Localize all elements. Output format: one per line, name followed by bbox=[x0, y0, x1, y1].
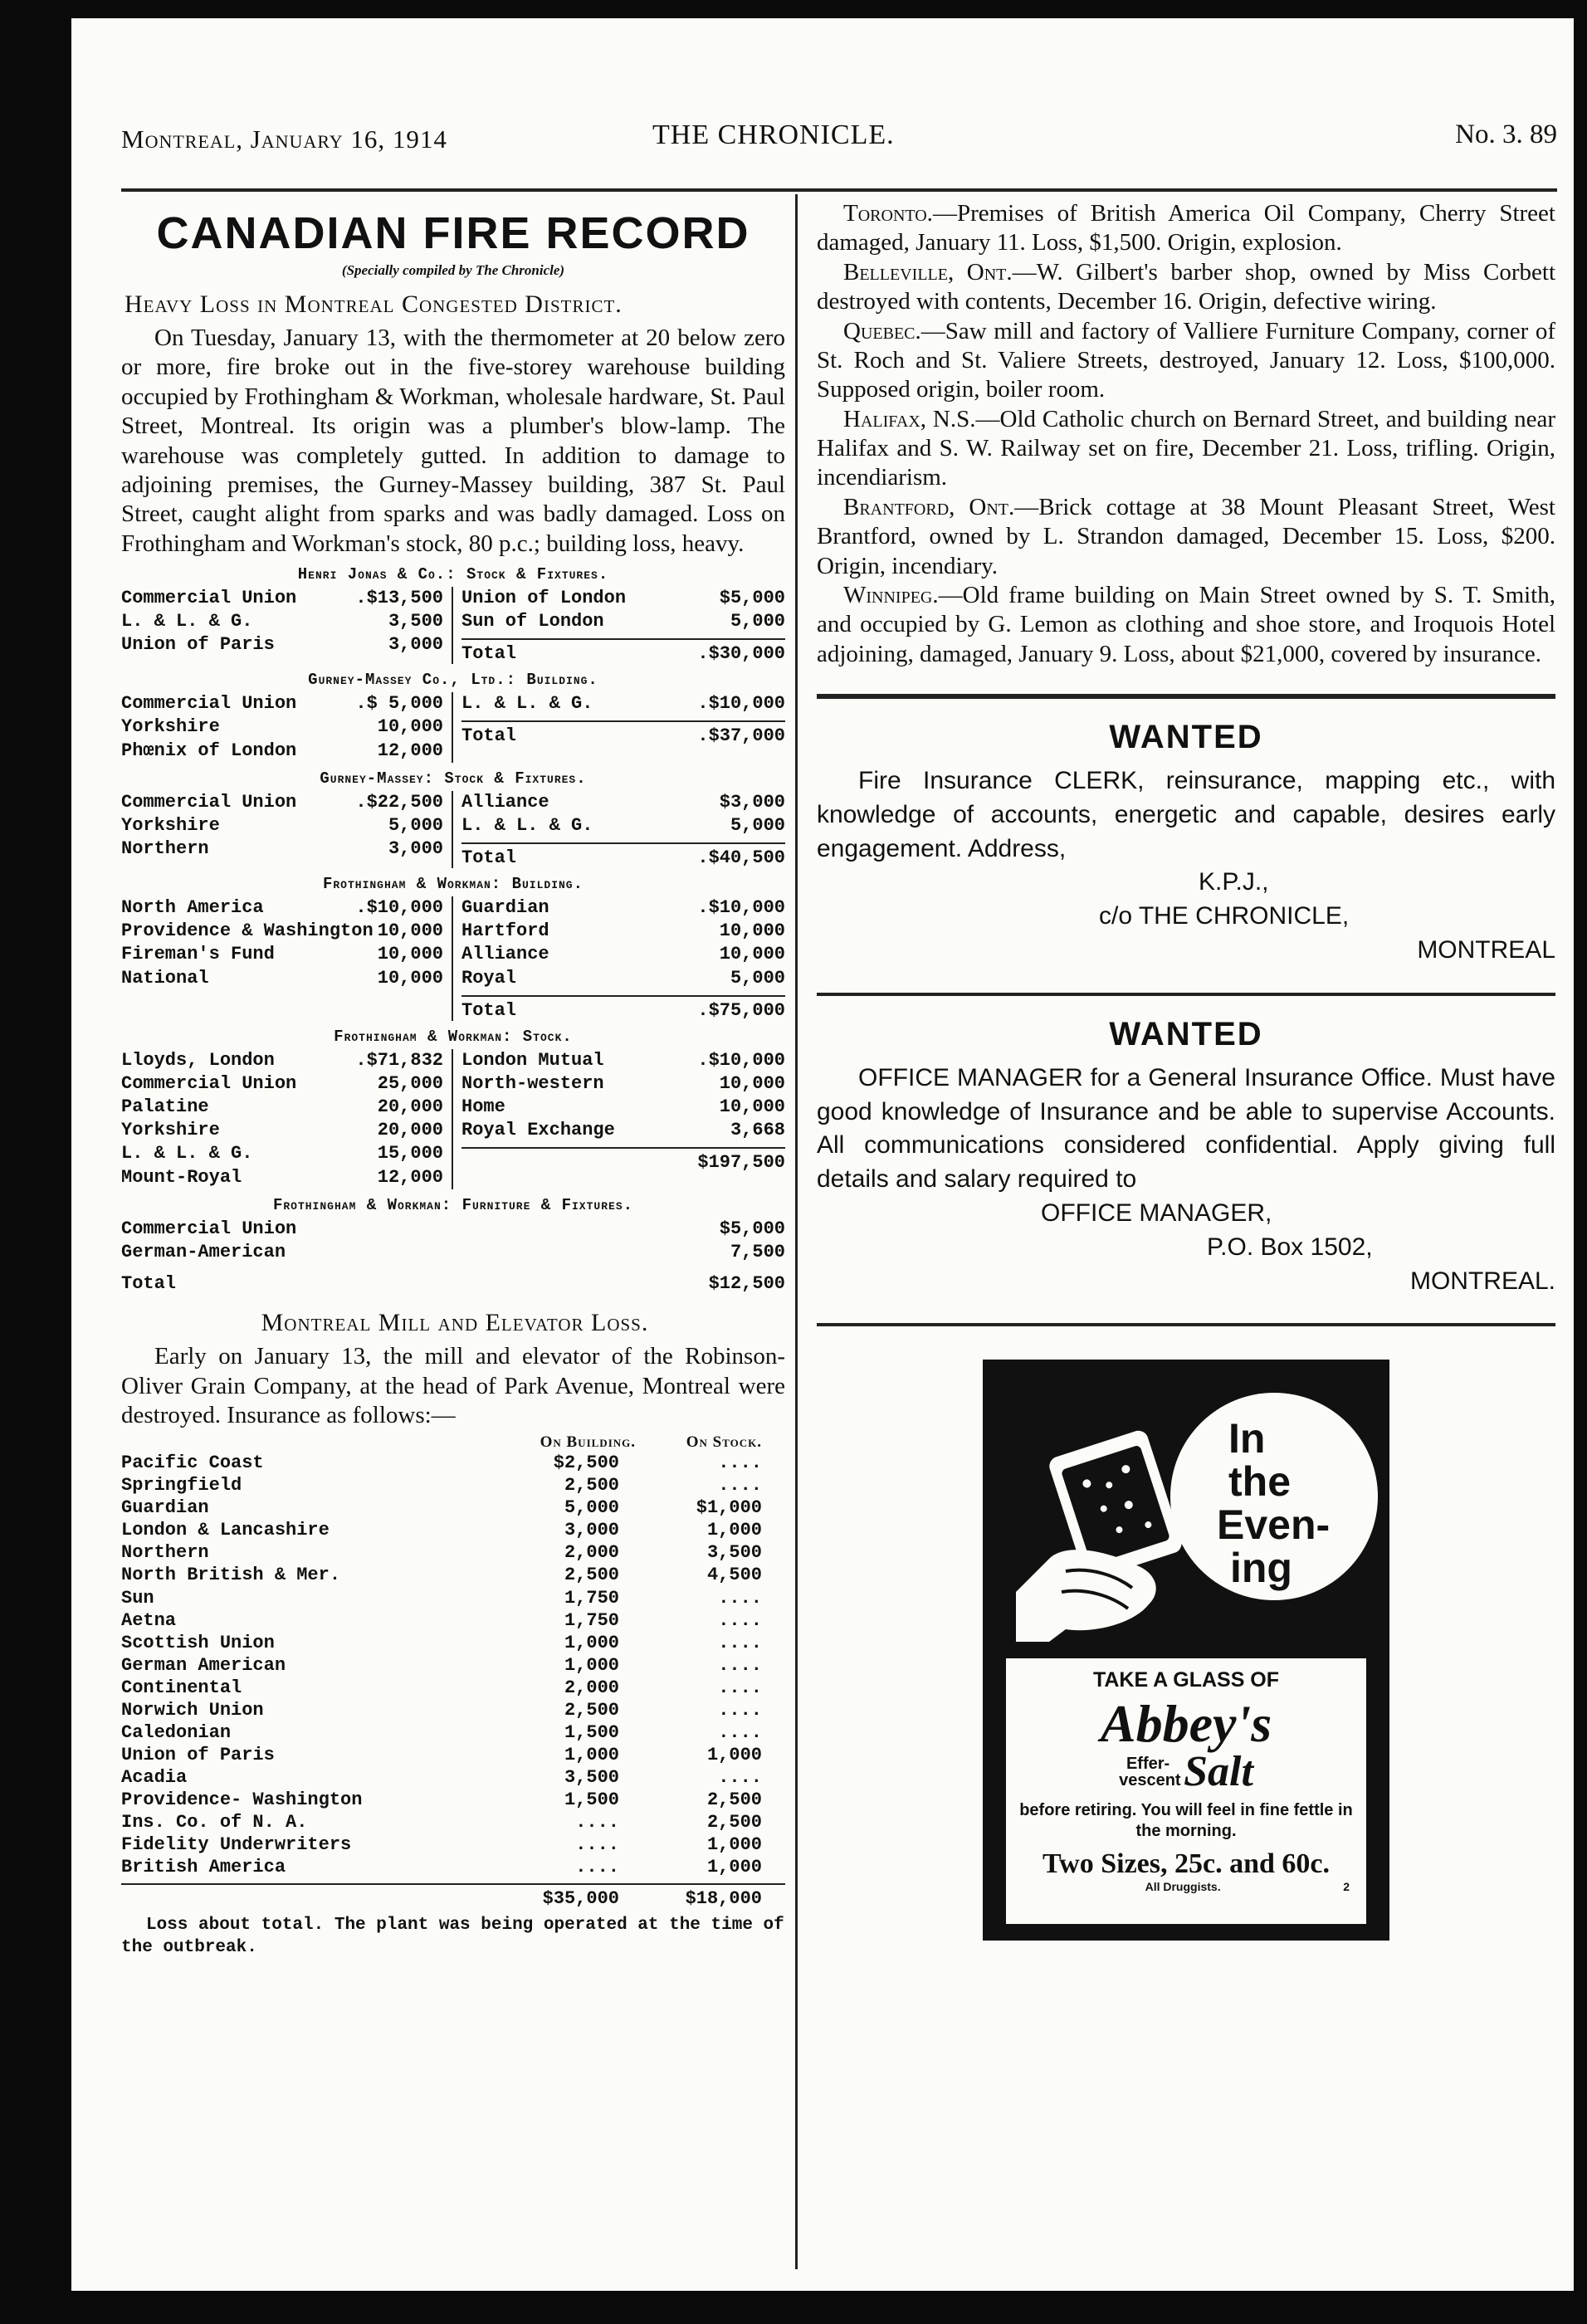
company-name: Yorkshire bbox=[121, 716, 220, 738]
company-name: Lloyds, London bbox=[121, 1049, 275, 1071]
column-divider bbox=[795, 194, 798, 2269]
insurance-table bbox=[121, 875, 785, 1021]
company-name: Yorkshire bbox=[121, 1120, 220, 1141]
disc-text: In bbox=[1228, 1415, 1266, 1462]
table-left-column bbox=[121, 791, 453, 868]
section-rule bbox=[817, 1323, 1555, 1326]
furniture-table bbox=[121, 1196, 785, 1296]
table-row bbox=[461, 692, 785, 715]
stock-amount: 4,500 bbox=[706, 1565, 762, 1586]
table-right-column bbox=[453, 692, 785, 762]
company-name: National bbox=[121, 967, 209, 989]
total-value: .$30,000 bbox=[697, 643, 785, 665]
section-rule bbox=[817, 694, 1555, 699]
table-right-column bbox=[453, 896, 785, 1021]
fire-item-text: N.S.—Old Catholic church on Bernard Street, and building near Halifax and S. W. Railway set on fire, December 21. Loss, trifling. Origin, incendiarism. bbox=[817, 405, 1555, 491]
amount: 12,000 bbox=[377, 740, 443, 761]
total-value: $197,500 bbox=[697, 1152, 785, 1174]
insurance-table bbox=[121, 1028, 785, 1189]
stock-amount: 2,500 bbox=[706, 1812, 762, 1833]
furniture-total-row bbox=[121, 1272, 785, 1296]
company-name: Commercial Union bbox=[121, 1218, 297, 1239]
company-name: Providence & Washington bbox=[121, 920, 374, 942]
building-amount: 5,000 bbox=[564, 1497, 619, 1519]
table-row bbox=[121, 920, 443, 943]
newspaper-page bbox=[71, 18, 1574, 2291]
amount: 3,000 bbox=[388, 634, 443, 656]
ad-salt: Salt bbox=[1184, 1748, 1253, 1796]
company-name: Alliance bbox=[461, 791, 549, 813]
table-right-column bbox=[453, 587, 785, 664]
wanted-title: WANTED bbox=[1109, 1015, 1263, 1052]
insurance-table bbox=[121, 671, 785, 762]
section-rule bbox=[817, 993, 1555, 996]
table-left-column bbox=[121, 692, 453, 762]
table-row bbox=[461, 791, 785, 814]
company-name: Caledonian bbox=[121, 1721, 232, 1743]
wanted-address-line: MONTREAL. bbox=[1409, 1267, 1555, 1295]
table-row bbox=[121, 1789, 785, 1811]
total-label: Total bbox=[121, 1272, 177, 1294]
stock-amount: 1,000 bbox=[706, 1834, 762, 1856]
header-page-number: No. 3. 89 bbox=[1455, 120, 1557, 149]
table-row bbox=[121, 1677, 785, 1699]
table-total-row bbox=[461, 1147, 785, 1173]
amount: 10,000 bbox=[377, 716, 443, 738]
company-name: Commercial Union bbox=[121, 791, 297, 813]
amount: .$10,000 bbox=[697, 1049, 785, 1071]
amount: 10,000 bbox=[719, 920, 785, 942]
fire-item bbox=[817, 258, 1555, 317]
total-value: .$75,000 bbox=[697, 999, 785, 1021]
table-row bbox=[121, 1744, 785, 1766]
fire-item-text: —Brick cottage at 38 Mount Pleasant Street, West Brantford, owned by L. Strandon damaged, December 15. Loss, $200. Origin, incendiary. bbox=[817, 493, 1555, 579]
company-name: Guardian bbox=[121, 1497, 209, 1519]
company-name: Aetna bbox=[121, 1609, 177, 1631]
table-right-column bbox=[453, 791, 785, 868]
company-name: Alliance bbox=[461, 944, 549, 965]
table-row bbox=[461, 1072, 785, 1096]
table-row bbox=[121, 1218, 785, 1241]
section-heading: Montreal Mill and Elevator Loss. bbox=[261, 1309, 649, 1337]
ad-text-panel bbox=[1006, 1658, 1366, 1924]
building-amount: 2,500 bbox=[564, 1699, 619, 1721]
table-row bbox=[121, 943, 443, 966]
wanted-address-line: OFFICE MANAGER, bbox=[1041, 1199, 1272, 1227]
col-building: On Building. bbox=[540, 1433, 636, 1452]
amount: $3,000 bbox=[719, 791, 785, 813]
col-stock: On Stock. bbox=[686, 1433, 762, 1452]
table-row bbox=[461, 587, 785, 610]
table-row bbox=[121, 1811, 785, 1833]
table-row bbox=[121, 633, 443, 657]
company-name: L. & L. & G. bbox=[121, 1143, 253, 1164]
table-row bbox=[121, 1452, 785, 1474]
table-row bbox=[121, 1766, 785, 1789]
amount: 5,000 bbox=[730, 814, 785, 836]
table-heading: Frothingham & Workman: Building. bbox=[322, 875, 584, 894]
wanted-address-line: MONTREAL bbox=[1417, 935, 1555, 964]
amount: 10,000 bbox=[377, 944, 443, 965]
wanted-title: WANTED bbox=[1109, 719, 1263, 755]
table-row bbox=[121, 967, 443, 990]
amount: 25,000 bbox=[377, 1072, 443, 1094]
table-row bbox=[121, 837, 443, 861]
company-name: Union of Paris bbox=[121, 1744, 275, 1765]
building-amount: $2,500 bbox=[553, 1452, 619, 1474]
table-row bbox=[461, 1096, 785, 1119]
company-name: Acadia bbox=[121, 1766, 188, 1788]
table-row bbox=[461, 920, 785, 943]
table-row bbox=[121, 1072, 443, 1096]
city-name: Brantford, Ont. bbox=[843, 493, 1015, 520]
company-name: Providence- Washington bbox=[121, 1789, 363, 1810]
total-building: $35,000 bbox=[542, 1888, 619, 1910]
fire-item bbox=[817, 493, 1555, 581]
amount: 20,000 bbox=[377, 1096, 443, 1118]
building-amount: 2,000 bbox=[564, 1677, 619, 1698]
company-name: North British & Mer. bbox=[121, 1565, 341, 1586]
stock-amount: 1,000 bbox=[706, 1520, 762, 1541]
disc-text: the bbox=[1228, 1458, 1291, 1506]
total-label: Total bbox=[461, 725, 517, 747]
amount: 5,000 bbox=[730, 967, 785, 989]
article-paragraph: Early on January 13, the mill and elevator of the Robinson-Oliver Grain Company, at the head of Park Avenue, Montreal were destroyed. Insurance as follows:— bbox=[121, 1343, 785, 1428]
table-row bbox=[121, 740, 443, 763]
building-amount: 3,500 bbox=[564, 1766, 619, 1788]
city-name: Halifax, bbox=[843, 405, 927, 432]
total-label: Total bbox=[461, 847, 517, 869]
amount: 3,500 bbox=[388, 611, 443, 632]
city-name: Toronto. bbox=[843, 200, 933, 227]
fire-item-text: —Old frame building on Main Street owned by S. T. Smith, and occupied by G. Lemon as clothing and shoe store, and Iroquois Hotel adjoining, damaged, January 9. Loss, about $21,000, covered by insurance. bbox=[817, 581, 1555, 667]
company-name: L. & L. & G. bbox=[121, 611, 253, 632]
article-paragraph: On Tuesday, January 13, with the thermometer at 20 below zero or more, fire broke out in the five-storey warehouse building occupied by Frothingham & Workman, wholesale hardware, St. Paul Street, Montreal. Its origin was a plumber's blow-lamp. The warehouse was completely gutted. In addition to damage to adjoining premises, the Gurney-Massey building, 387 St. Paul Street, caught alight from sparks and was badly damaged. Loss on Frothingham and Workman's stock, 80 p.c.; building loss, heavy. bbox=[121, 325, 785, 557]
fire-record-title: CANADIAN FIRE RECORD bbox=[156, 208, 750, 258]
company-name: Hartford bbox=[461, 920, 549, 942]
left-column bbox=[121, 199, 785, 1960]
amount: .$10,000 bbox=[697, 897, 785, 919]
table-row bbox=[121, 1587, 785, 1609]
company-name: Scottish Union bbox=[121, 1632, 275, 1653]
table-row bbox=[121, 1142, 443, 1165]
table-row bbox=[121, 1119, 443, 1142]
wanted-address-line: K.P.J., bbox=[1199, 868, 1269, 896]
header-rule bbox=[121, 188, 1557, 192]
building-amount: 1,750 bbox=[564, 1587, 619, 1609]
company-name: Pacific Coast bbox=[121, 1452, 264, 1474]
company-name: German American bbox=[121, 1654, 286, 1676]
building-amount: .... bbox=[575, 1834, 619, 1856]
stock-amount: .... bbox=[718, 1632, 762, 1653]
wanted-address-line: P.O. Box 1502, bbox=[1207, 1233, 1373, 1261]
table-heading: Frothingham & Workman: Stock. bbox=[334, 1027, 573, 1046]
amount: .$13,500 bbox=[355, 588, 443, 608]
stock-amount: 1,000 bbox=[706, 1744, 762, 1765]
table-row bbox=[121, 587, 443, 610]
company-name: North America bbox=[121, 897, 264, 919]
amount: 7,500 bbox=[730, 1241, 785, 1262]
abbeys-salt-advertisement bbox=[983, 1360, 1389, 1941]
stock-amount: .... bbox=[718, 1452, 762, 1474]
ad-tagline: TAKE A GLASS OF bbox=[1092, 1668, 1280, 1692]
ad-before-retiring: before retiring. You will feel in fine fettle in the morning. bbox=[1019, 1801, 1353, 1841]
table-row bbox=[121, 896, 443, 920]
mill-total-row bbox=[121, 1883, 785, 1909]
company-name: Sun of London bbox=[461, 611, 604, 632]
wanted-ad-manager bbox=[817, 1016, 1555, 1299]
company-name: Continental bbox=[121, 1677, 242, 1698]
table-row bbox=[461, 1049, 785, 1072]
total-label: Total bbox=[461, 999, 517, 1021]
company-name: Springfield bbox=[121, 1475, 242, 1496]
amount: 10,000 bbox=[719, 944, 785, 965]
company-name: Commercial Union bbox=[121, 1072, 297, 1094]
total-value: $12,500 bbox=[708, 1272, 785, 1294]
company-name: Northern bbox=[121, 1542, 209, 1564]
table-row bbox=[121, 692, 443, 715]
fire-item-text: —Saw mill and factory of Valliere Furniture Company, corner of St. Roch and St. Valiere Streets, destroyed, January 12. Loss, $100,000. Supposed origin, boiler room. bbox=[817, 317, 1555, 403]
table-row bbox=[121, 1474, 785, 1496]
fire-item bbox=[817, 581, 1555, 669]
company-name: London Mutual bbox=[461, 1049, 604, 1071]
fire-record-subtitle: (Specially compiled by The Chronicle) bbox=[341, 262, 565, 278]
table-row bbox=[121, 1496, 785, 1519]
stock-amount: .... bbox=[718, 1721, 762, 1743]
amount: .$22,500 bbox=[355, 791, 443, 813]
amount: 10,000 bbox=[377, 920, 443, 942]
table-row bbox=[121, 1833, 785, 1856]
insurance-tables bbox=[121, 565, 785, 1189]
company-name: London & Lancashire bbox=[121, 1520, 330, 1541]
company-name: Commercial Union bbox=[121, 693, 297, 715]
table-left-column bbox=[121, 896, 453, 1021]
wanted-body: Fire Insurance CLERK, reinsurance, mapping etc., with knowledge of accounts, energetic and capable, desires early engagement. Address, bbox=[817, 767, 1555, 862]
table-row bbox=[461, 943, 785, 966]
insurance-table bbox=[121, 769, 785, 868]
insurance-table bbox=[121, 565, 785, 664]
amount: 3,668 bbox=[730, 1120, 785, 1141]
amount: $5,000 bbox=[719, 588, 785, 608]
company-name: L. & L. & G. bbox=[461, 814, 593, 836]
building-amount: .... bbox=[575, 1812, 619, 1833]
fire-item bbox=[817, 405, 1555, 493]
table-row bbox=[121, 610, 443, 633]
amount: 5,000 bbox=[388, 814, 443, 836]
running-header bbox=[121, 116, 1557, 166]
company-name: Union of London bbox=[461, 588, 627, 608]
company-name: Union of Paris bbox=[121, 634, 275, 656]
right-column bbox=[817, 199, 1555, 1941]
company-name: German-American bbox=[121, 1241, 286, 1262]
company-name: Palatine bbox=[121, 1096, 209, 1118]
stock-amount: 1,000 bbox=[706, 1857, 762, 1878]
table-row bbox=[121, 1856, 785, 1878]
table-row bbox=[121, 1609, 785, 1632]
table-row bbox=[461, 1119, 785, 1142]
table-row bbox=[121, 1564, 785, 1586]
amount: .$10,000 bbox=[697, 693, 785, 715]
amount: 10,000 bbox=[719, 1072, 785, 1094]
city-name: Winnipeg. bbox=[843, 581, 939, 608]
table-row bbox=[461, 967, 785, 990]
stock-amount: .... bbox=[718, 1475, 762, 1496]
building-amount: 3,000 bbox=[564, 1520, 619, 1541]
company-name: North-western bbox=[461, 1072, 604, 1094]
table-row bbox=[121, 1096, 443, 1119]
fire-items bbox=[817, 199, 1555, 669]
stock-amount: .... bbox=[718, 1699, 762, 1721]
company-name: Phœnix of London bbox=[121, 740, 297, 761]
building-amount: .... bbox=[575, 1857, 619, 1878]
amount: .$71,832 bbox=[355, 1049, 443, 1071]
ad-effervescent: Effer- vescent bbox=[1119, 1755, 1181, 1790]
wanted-ad-clerk bbox=[817, 719, 1555, 968]
fire-item bbox=[817, 317, 1555, 405]
fire-item bbox=[817, 199, 1555, 258]
stock-amount: .... bbox=[718, 1654, 762, 1676]
amount: 5,000 bbox=[730, 611, 785, 632]
table-right-column bbox=[453, 1049, 785, 1189]
stock-amount: .... bbox=[718, 1766, 762, 1788]
company-name: Home bbox=[461, 1096, 505, 1118]
table-row bbox=[121, 814, 443, 837]
wanted-body: OFFICE MANAGER for a General Insurance Office. Must have good knowledge of Insurance and be able to supervise Accounts. All communications considered confidential. Apply giving full details and salary required to bbox=[817, 1063, 1555, 1194]
building-amount: 2,000 bbox=[564, 1542, 619, 1564]
table-row bbox=[121, 1541, 785, 1564]
mill-insurance-table bbox=[121, 1433, 785, 1909]
company-name: Northern bbox=[121, 838, 209, 860]
ad-sizes: Two Sizes, 25c. and 60c. bbox=[1043, 1848, 1330, 1880]
amount: 20,000 bbox=[377, 1120, 443, 1141]
table-heading: Gurney-Massey Co., Ltd.: Building. bbox=[308, 671, 598, 690]
ad-brand: Abbey's bbox=[1100, 1694, 1272, 1754]
building-amount: 1,500 bbox=[564, 1721, 619, 1743]
mill-note: Loss about total. The plant was being operated at the time of the outbreak. bbox=[121, 1916, 784, 1958]
fire-item-text: —W. Gilbert's barber shop, owned by Miss Corbett destroyed with contents, December 16. Origin, defective wiring. bbox=[817, 258, 1555, 315]
total-label: Total bbox=[461, 643, 517, 665]
amount: $5,000 bbox=[719, 1218, 785, 1239]
table-row bbox=[461, 610, 785, 633]
city-name: Belleville, Ont. bbox=[843, 258, 1013, 286]
building-amount: 1,500 bbox=[564, 1789, 619, 1810]
city-name: Quebec. bbox=[843, 317, 921, 344]
table-row bbox=[121, 1632, 785, 1654]
building-amount: 1,000 bbox=[564, 1632, 619, 1653]
fire-item-text: —Premises of British America Oil Company, Cherry Street damaged, January 11. Loss, $1,500. Origin, explosion. bbox=[817, 200, 1555, 256]
amount: 10,000 bbox=[377, 967, 443, 989]
table-heading: Henri Jonas & Co.: Stock & Fixtures. bbox=[297, 565, 609, 583]
stock-amount: 2,500 bbox=[706, 1789, 762, 1810]
table-row bbox=[121, 1654, 785, 1677]
company-name: Sun bbox=[121, 1587, 154, 1609]
building-amount: 1,000 bbox=[564, 1744, 619, 1765]
table-row bbox=[121, 715, 443, 739]
header-date: Montreal, January 16, 1914 bbox=[121, 124, 447, 154]
total-stock: $18,000 bbox=[685, 1888, 762, 1910]
company-name: Commercial Union bbox=[121, 588, 297, 608]
stock-amount: .... bbox=[718, 1587, 762, 1609]
disc-text: ing bbox=[1230, 1545, 1292, 1592]
stock-amount: $1,000 bbox=[696, 1497, 762, 1519]
company-name: Fireman's Fund bbox=[121, 944, 275, 965]
company-name: British America bbox=[121, 1857, 286, 1878]
building-amount: 1,750 bbox=[564, 1609, 619, 1631]
ad-druggists: All Druggists. bbox=[1145, 1880, 1221, 1894]
stock-amount: .... bbox=[718, 1677, 762, 1698]
amount: .$10,000 bbox=[355, 897, 443, 919]
stock-amount: 3,500 bbox=[706, 1542, 762, 1564]
amount: 12,000 bbox=[377, 1166, 443, 1188]
total-value: .$40,500 bbox=[697, 847, 785, 869]
table-total-row bbox=[461, 720, 785, 746]
disc-text: Even- bbox=[1217, 1501, 1331, 1549]
table-heading: Gurney-Massey: Stock & Fixtures. bbox=[320, 769, 587, 788]
amount: 15,000 bbox=[377, 1143, 443, 1164]
table-left-column bbox=[121, 587, 453, 664]
header-title: THE CHRONICLE. bbox=[652, 120, 895, 150]
company-name: Royal bbox=[461, 967, 517, 989]
table-row bbox=[121, 1721, 785, 1744]
company-name: Royal Exchange bbox=[461, 1120, 615, 1141]
building-amount: 2,500 bbox=[564, 1565, 619, 1586]
table-row bbox=[121, 1049, 443, 1072]
building-amount: 2,500 bbox=[564, 1475, 619, 1496]
company-name: Fidelity Underwriters bbox=[121, 1834, 352, 1856]
amount: 10,000 bbox=[719, 1096, 785, 1118]
table-total-row bbox=[461, 638, 785, 664]
table-heading: Frothingham & Workman: Furniture & Fixtures. bbox=[272, 1195, 634, 1214]
company-name: Norwich Union bbox=[121, 1699, 264, 1721]
table-left-column bbox=[121, 1049, 453, 1189]
company-name: Mount-Royal bbox=[121, 1166, 242, 1188]
mill-table-header bbox=[121, 1433, 785, 1452]
in-the-evening-disc bbox=[1170, 1393, 1378, 1600]
table-row bbox=[121, 1166, 443, 1189]
table-row bbox=[121, 1699, 785, 1721]
company-name: Guardian bbox=[461, 897, 549, 919]
table-row bbox=[121, 791, 443, 814]
total-value: .$37,000 bbox=[697, 725, 785, 747]
table-row bbox=[121, 1519, 785, 1541]
table-total-row bbox=[461, 842, 785, 868]
section-heading: Heavy Loss in Montreal Congested District. bbox=[125, 290, 623, 318]
table-row bbox=[461, 814, 785, 837]
table-row bbox=[121, 1241, 785, 1264]
amount: .$ 5,000 bbox=[355, 693, 443, 715]
company-name: L. & L. & G. bbox=[461, 693, 593, 715]
amount: 3,000 bbox=[388, 838, 443, 860]
ad-number: 2 bbox=[1343, 1880, 1350, 1894]
table-total-row bbox=[461, 995, 785, 1021]
company-name: Yorkshire bbox=[121, 814, 220, 836]
stock-amount: .... bbox=[718, 1609, 762, 1631]
wanted-address-line: c/o THE CHRONICLE, bbox=[1099, 902, 1350, 930]
building-amount: 1,000 bbox=[564, 1654, 619, 1676]
table-row bbox=[461, 896, 785, 920]
company-name: Ins. Co. of N. A. bbox=[121, 1812, 308, 1833]
